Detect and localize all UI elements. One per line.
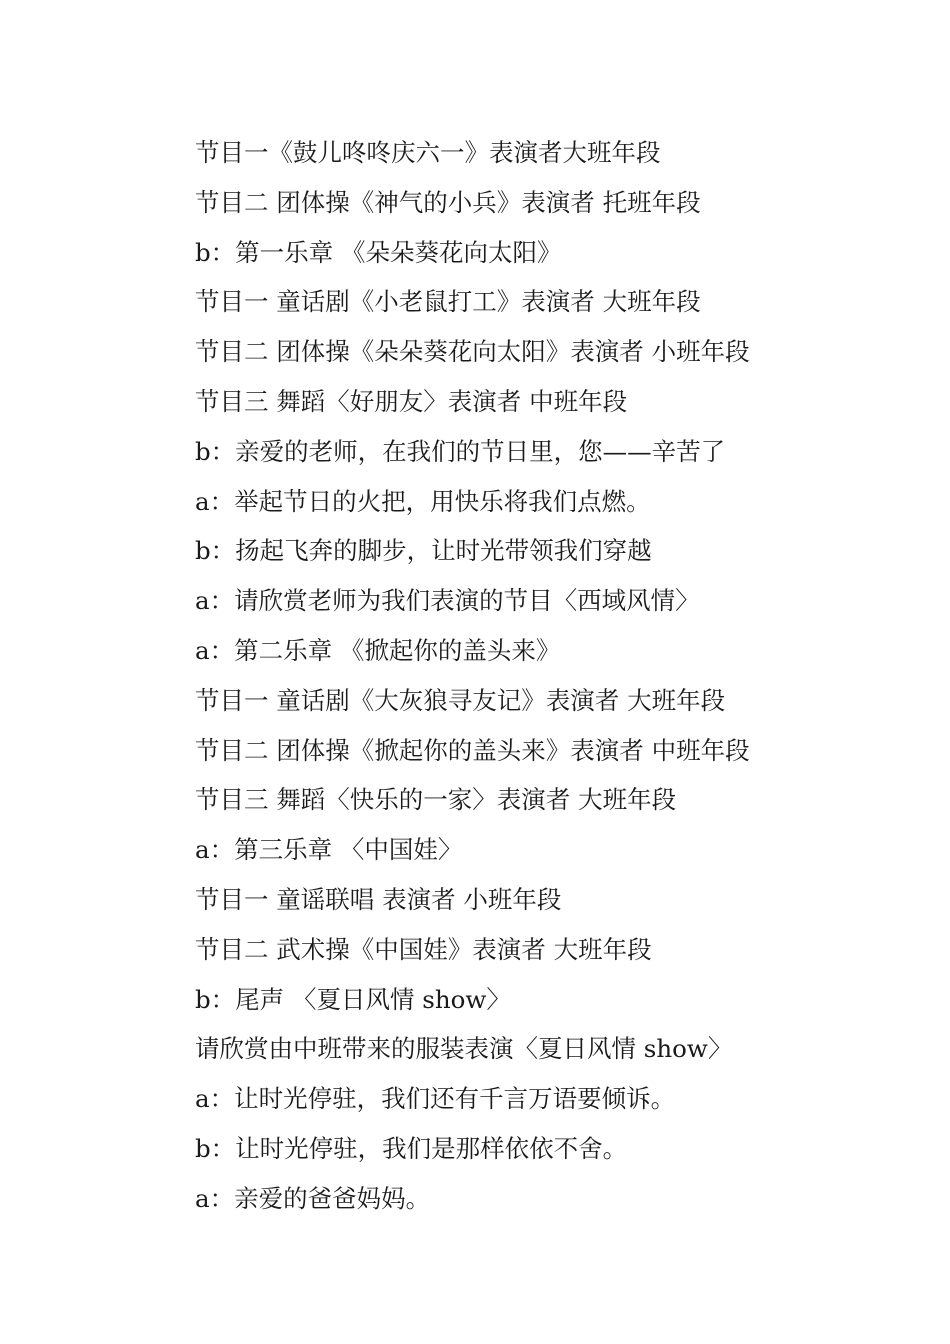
- text-line: b：尾声 〈夏日风情 show〉: [195, 984, 511, 1014]
- text-line: 节目一 童话剧《大灰狼寻友记》表演者 大班年段: [195, 685, 726, 715]
- text-line: b：第一乐章 《朵朵葵花向太阳》: [195, 237, 562, 267]
- text-line: 节目一 童话剧《小老鼠打工》表演者 大班年段: [195, 287, 701, 317]
- text-line: 节目二 团体操《掀起你的盖头来》表演者 中班年段: [195, 735, 750, 765]
- text-line: 节目三 舞蹈〈好朋友〉表演者 中班年段: [195, 386, 628, 416]
- text-line: a：第三乐章 〈中国娃〉: [195, 835, 463, 865]
- text-line: a：让时光停驻，我们还有千言万语要倾诉。: [195, 1084, 676, 1114]
- text-line: a：亲爱的爸爸妈妈。: [195, 1183, 431, 1213]
- text-line: b：扬起飞奔的脚步，让时光带领我们穿越: [195, 536, 652, 566]
- text-line: 节目一 童谣联唱 表演者 小班年段: [195, 884, 562, 914]
- text-line: 节目二 团体操《神气的小兵》表演者 托班年段: [195, 187, 701, 217]
- text-line: 节目二 团体操《朵朵葵花向太阳》表演者 小班年段: [195, 337, 750, 367]
- text-line: 节目一《鼓儿咚咚庆六一》表演者大班年段: [195, 138, 661, 167]
- text-line: a：请欣赏老师为我们表演的节目〈西域风情〉: [195, 586, 700, 616]
- text-line: 节目二 武术操《中国娃》表演者 大班年段: [195, 934, 652, 964]
- text-line: b：让时光停驻，我们是那样依依不舍。: [195, 1133, 628, 1163]
- document-body: [195, 128, 895, 1224]
- text-line: a：举起节日的火把，用快乐将我们点燃。: [195, 486, 651, 516]
- text-line: a：第二乐章 《掀起你的盖头来》: [195, 635, 561, 665]
- text-line: b：亲爱的老师，在我们的节日里，您——辛苦了: [195, 436, 726, 466]
- text-line: 请欣赏由中班带来的服装表演〈夏日风情 show〉: [195, 1034, 733, 1064]
- text-line: 节目三 舞蹈〈快乐的一家〉表演者 大班年段: [195, 785, 677, 815]
